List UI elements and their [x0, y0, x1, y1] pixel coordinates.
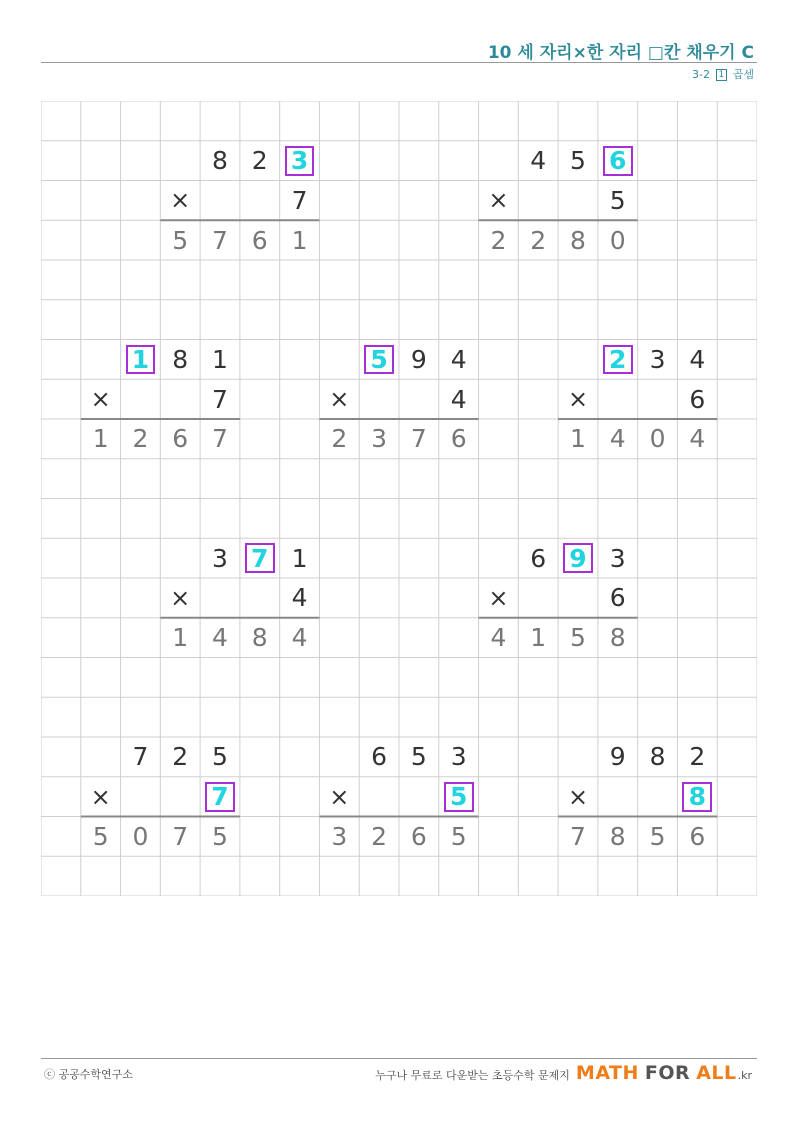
worksheet-grid	[41, 101, 757, 896]
product-digit: 5	[212, 821, 228, 851]
product-digit: 0	[609, 225, 626, 255]
multiplier-digit: 7	[291, 185, 308, 215]
multiplicand-digit: 1	[291, 543, 308, 573]
answer-box[interactable]	[598, 340, 638, 380]
product-digit: 4	[689, 424, 706, 454]
product-digit: 7	[410, 424, 427, 454]
product-digit: 3	[331, 821, 348, 851]
answer-box[interactable]	[280, 141, 320, 181]
multiplicand-digit: 6	[530, 543, 547, 573]
multiplier-digit: 6	[689, 384, 706, 414]
multiplicand-digit: 3	[450, 742, 467, 772]
multiplicand-digit: 2	[251, 146, 268, 176]
answer-digit: 7	[251, 543, 269, 573]
multiplicand-digit: 2	[172, 742, 189, 772]
product-digit: 6	[450, 424, 467, 454]
product-digit: 6	[172, 424, 189, 454]
product-digit: 2	[371, 821, 388, 851]
multiplicand-digit: 2	[689, 742, 706, 772]
multiply-sign: ×	[567, 782, 589, 811]
multiplicand-digit: 5	[570, 146, 586, 176]
answer-box[interactable]	[558, 538, 598, 578]
multiplicand-digit: 7	[132, 742, 149, 772]
multiplicand-digit: 6	[371, 742, 388, 772]
brand-for: FOR	[644, 1062, 691, 1084]
product-digit: 4	[291, 623, 308, 653]
product-digit: 0	[132, 821, 149, 851]
multiplicand-digit: 9	[609, 742, 626, 772]
multiply-sign: ×	[329, 385, 350, 414]
product-digit: 2	[331, 424, 348, 454]
multiplicand-digit: 4	[450, 344, 467, 374]
multiply-sign: ×	[488, 186, 509, 215]
multiplicand-digit: 5	[410, 742, 427, 772]
multiplicand-digit: 8	[649, 742, 666, 772]
product-digit: 4	[609, 424, 626, 454]
footer-tagline: 누구나 무료로 다운받는 초등수학 문제지	[375, 1069, 570, 1082]
answer-box[interactable]	[121, 340, 161, 380]
multiplicand-digit: 4	[530, 146, 547, 176]
brand-all: ALL	[696, 1062, 737, 1084]
product-digit: 5	[450, 821, 467, 851]
answer-digit: 8	[688, 782, 707, 812]
multiply-sign: ×	[567, 385, 589, 414]
multiplier-digit: 5	[609, 185, 626, 215]
answer-digit: 9	[569, 543, 587, 573]
multiplier-digit: 7	[212, 384, 228, 414]
product-digit: 7	[212, 225, 228, 255]
answer-box[interactable]	[677, 777, 717, 817]
multiply-sign: ×	[170, 186, 191, 215]
product-digit: 3	[371, 424, 388, 454]
answer-digit: 5	[449, 782, 468, 812]
product-digit: 7	[570, 821, 586, 851]
product-digit: 8	[609, 623, 626, 653]
multiplicand-digit: 3	[212, 543, 228, 573]
worksheet-title: 10 세 자리×한 자리 □칸 채우기 C	[487, 43, 754, 63]
brand-math: MATH	[575, 1062, 639, 1084]
brand-domain: .kr	[737, 1069, 752, 1082]
multiplier-digit: 4	[291, 583, 308, 613]
product-digit: 1	[530, 623, 547, 653]
multiply-sign: ×	[329, 782, 350, 811]
multiplicand-digit: 3	[649, 344, 666, 374]
product-digit: 5	[649, 821, 666, 851]
product-digit: 7	[172, 821, 189, 851]
grid-lines	[41, 101, 757, 896]
answer-digit: 3	[290, 146, 309, 176]
multiply-sign: ×	[90, 385, 111, 414]
multiplier-digit: 4	[450, 384, 467, 414]
multiplicand-digit: 8	[212, 146, 228, 176]
multiply-sign: ×	[488, 583, 509, 612]
multiply-sign: ×	[170, 583, 191, 612]
multiplicand-digit: 3	[609, 543, 626, 573]
copyright-text: ⓒ 공공수학연구소	[44, 1068, 133, 1081]
product-digit: 6	[251, 225, 268, 255]
answer-box[interactable]	[359, 340, 399, 380]
multiplicand-digit: 9	[410, 344, 427, 374]
answer-box[interactable]	[240, 538, 280, 578]
footer-brand-area	[375, 1062, 752, 1084]
product-digit: 8	[609, 821, 626, 851]
product-digit: 8	[570, 225, 586, 255]
product-digit: 2	[132, 424, 149, 454]
multiply-sign: ×	[90, 782, 111, 811]
product-digit: 4	[490, 623, 507, 653]
multiplicand-digit: 4	[689, 344, 706, 374]
multiplicand-digit: 8	[172, 344, 189, 374]
product-digit: 2	[530, 225, 547, 255]
product-digit: 1	[570, 424, 586, 454]
multiplier-digit: 6	[609, 583, 626, 613]
product-digit: 2	[490, 225, 507, 255]
product-digit: 1	[92, 424, 109, 454]
product-digit: 1	[291, 225, 308, 255]
multiplicand-digit: 5	[212, 742, 228, 772]
header-divider	[41, 62, 757, 63]
product-digit: 8	[251, 623, 268, 653]
product-digit: 4	[212, 623, 228, 653]
footer-divider	[41, 1058, 757, 1059]
product-digit: 6	[689, 821, 706, 851]
answer-digit: 5	[370, 344, 388, 374]
answer-digit: 2	[609, 344, 627, 374]
answer-box[interactable]	[200, 777, 240, 817]
product-digit: 5	[92, 821, 109, 851]
answer-digit: 7	[211, 782, 229, 812]
unit-number-box: 1	[716, 69, 728, 81]
product-digit: 7	[212, 424, 228, 454]
product-digit: 1	[172, 623, 189, 653]
product-digit: 5	[172, 225, 189, 255]
unit-code: 3-2	[692, 68, 710, 81]
product-digit: 5	[570, 623, 586, 653]
answer-box[interactable]	[598, 141, 638, 181]
multiplicand-digit: 1	[212, 344, 228, 374]
unit-topic: 곱셈	[732, 68, 754, 81]
answer-box[interactable]	[439, 777, 479, 817]
product-digit: 6	[410, 821, 427, 851]
answer-digit: 6	[609, 146, 627, 176]
answer-digit: 1	[131, 344, 150, 374]
worksheet-subtitle	[692, 66, 754, 82]
product-digit: 0	[649, 424, 666, 454]
